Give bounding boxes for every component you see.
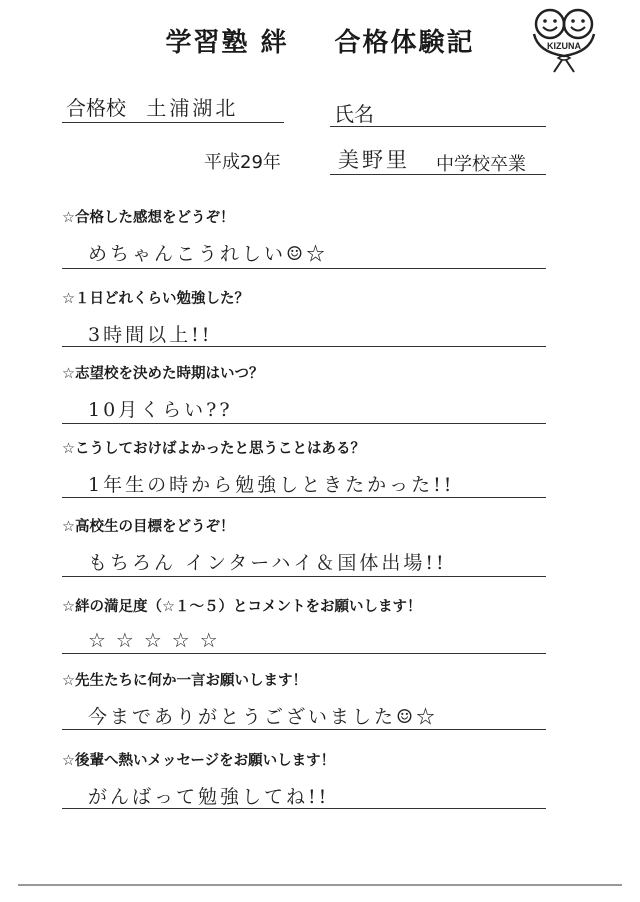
question-text: ☆後輩へ熱いメッセージをお願いします！ — [62, 753, 336, 769]
question-text: ☆絆の満足度（☆１～５）とコメントをお願いします！ — [62, 599, 422, 615]
name-label: 氏名 — [334, 102, 374, 126]
question-text: ☆合格した感想をどうぞ！ — [62, 210, 235, 226]
answer-text: 3時間以上!! — [88, 324, 213, 346]
title-left: 学習塾 絆 — [165, 28, 289, 58]
answer-line — [62, 729, 546, 730]
answer-line — [62, 497, 546, 498]
satisfaction-stars: ☆☆☆☆☆ — [88, 628, 228, 652]
question-text: ☆こうしておけばよかったと思うことはある？ — [62, 441, 365, 457]
qa-item — [62, 287, 546, 347]
qa-item — [62, 515, 546, 575]
answer-line — [62, 423, 546, 424]
scan-edge-rule — [18, 884, 622, 886]
school-underline — [62, 122, 284, 123]
answer-line — [62, 653, 546, 654]
question-text: ☆高校生の目標をどうぞ！ — [62, 519, 235, 535]
question-text: ☆１日どれくらい勉強した？ — [62, 291, 249, 307]
name-underline — [330, 126, 546, 127]
school-value: 土浦湖北 — [146, 96, 239, 120]
school-label: 合格校 — [66, 96, 126, 120]
answer-line — [62, 346, 546, 347]
title-right: 合格体験記 — [334, 28, 475, 58]
graduation-label: 中学校卒業 — [436, 154, 526, 175]
answer-line — [62, 268, 546, 269]
answer-text: 10月くらい?? — [88, 399, 233, 421]
name-value: 美野里 — [338, 148, 410, 172]
year-label: 平成29年 — [204, 152, 281, 173]
logo-text: KIZUNA — [547, 41, 581, 51]
qa-item — [62, 669, 546, 729]
name-value-underline — [330, 174, 546, 175]
answer-text: がんばって勉強してね!! — [88, 786, 330, 808]
qa-item — [62, 595, 546, 652]
question-text: ☆志望校を決めた時期はいつ？ — [62, 366, 264, 382]
answer-text: めちゃんこうれしい☺☆ — [88, 243, 329, 265]
answer-text: 今までありがとうございました☺☆ — [88, 706, 439, 728]
qa-item — [62, 206, 546, 266]
school-field — [66, 92, 238, 121]
qa-item — [62, 749, 546, 809]
answer-text: 1年生の時から勉強しときたかった!! — [88, 474, 455, 496]
kizuna-logo — [524, 4, 604, 74]
answer-line — [62, 808, 546, 809]
question-text: ☆先生たちに何か一言お願いします！ — [62, 673, 307, 689]
answer-text: もちろん インターハイ＆国体出場!! — [88, 552, 447, 574]
qa-item — [62, 437, 546, 497]
qa-item — [62, 362, 546, 422]
answer-line — [62, 576, 546, 577]
